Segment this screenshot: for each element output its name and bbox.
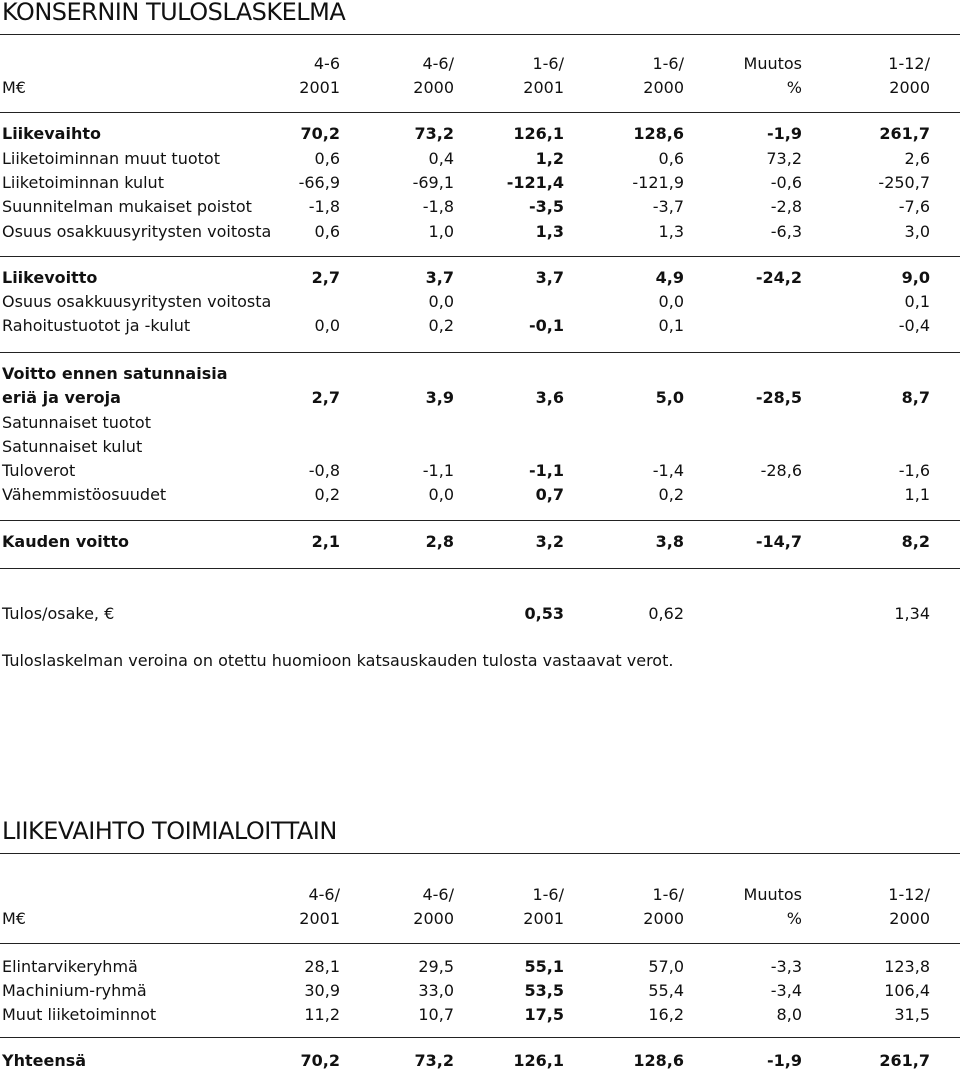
cell-value: -1,9 xyxy=(767,1051,802,1070)
cell-value: -3,5 xyxy=(529,197,564,216)
cell-value: 2,8 xyxy=(425,532,454,551)
table-row xyxy=(0,435,960,459)
segment-revenue-title: LIIKEVAIHTO TOIMIALOITTAIN xyxy=(2,817,337,845)
cell-value: 3,2 xyxy=(535,532,564,551)
cell-value: 28,1 xyxy=(304,957,340,976)
column-header: 4-6/ xyxy=(422,885,454,904)
cell-value: -0,8 xyxy=(308,461,340,480)
table-rule xyxy=(0,256,960,257)
column-header: 2000 xyxy=(643,78,684,97)
cell-value: 70,2 xyxy=(300,124,340,143)
table-row xyxy=(0,1049,960,1073)
cell-value: 1,1 xyxy=(904,485,930,504)
column-header: 2000 xyxy=(643,909,684,928)
cell-value: -121,9 xyxy=(632,173,684,192)
cell-value: 3,7 xyxy=(425,268,454,287)
row-label: Osuus osakkuusyritysten voitosta xyxy=(2,292,272,311)
column-header: 4-6 xyxy=(313,54,340,73)
header-row-year xyxy=(0,907,960,931)
cell-value: -28,6 xyxy=(760,461,802,480)
table-row xyxy=(0,314,960,338)
cell-value: 8,0 xyxy=(776,1005,802,1024)
cell-value: 0,6 xyxy=(658,149,684,168)
cell-value: 8,7 xyxy=(901,388,930,407)
row-label: Satunnaiset tuotot xyxy=(2,413,151,432)
row-label: Osuus osakkuusyritysten voitosta xyxy=(2,222,272,241)
cell-value: 3,0 xyxy=(904,222,930,241)
cell-value: 1,0 xyxy=(428,222,454,241)
cell-value: 0,0 xyxy=(314,316,340,335)
table-rule xyxy=(0,352,960,353)
row-label: Suunnitelman mukaiset poistot xyxy=(2,197,252,216)
cell-value: -0,1 xyxy=(529,316,564,335)
column-header: % xyxy=(786,909,802,928)
table-row xyxy=(0,362,960,386)
tax-note: Tuloslaskelman veroina on otettu huomioon katsauskauden tulosta vastaavat verot. xyxy=(2,651,674,670)
cell-value: 5,0 xyxy=(655,388,684,407)
cell-value: -14,7 xyxy=(755,532,802,551)
table-row xyxy=(0,386,960,410)
cell-value: 0,2 xyxy=(658,485,684,504)
cell-value: 73,2 xyxy=(414,1051,454,1070)
row-label: Rahoitustuotot ja -kulut xyxy=(2,316,191,335)
table-row xyxy=(0,195,960,219)
cell-value: 30,9 xyxy=(304,981,340,1000)
column-header: 1-6/ xyxy=(532,885,564,904)
cell-value: 70,2 xyxy=(300,1051,340,1070)
cell-value: 126,1 xyxy=(513,1051,564,1070)
cell-value: 126,1 xyxy=(513,124,564,143)
cell-value: 261,7 xyxy=(879,1051,930,1070)
cell-value: 10,7 xyxy=(418,1005,454,1024)
column-header: 2000 xyxy=(889,78,930,97)
header-row-period xyxy=(0,883,960,907)
cell-value: -24,2 xyxy=(755,268,802,287)
cell-value: 3,7 xyxy=(535,268,564,287)
row-label: Satunnaiset kulut xyxy=(2,437,143,456)
cell-value: -69,1 xyxy=(412,173,454,192)
column-header: Muutos xyxy=(743,54,802,73)
cell-value: 1,3 xyxy=(535,222,564,241)
cell-value: 8,2 xyxy=(901,532,930,551)
cell-value: -0,4 xyxy=(898,316,930,335)
table-row xyxy=(0,147,960,171)
cell-value: 1,2 xyxy=(535,149,564,168)
title-rule xyxy=(0,853,960,854)
cell-value: 33,0 xyxy=(418,981,454,1000)
column-header: 4-6/ xyxy=(422,54,454,73)
row-label: Liikevoitto xyxy=(2,268,98,287)
row-label: Yhteensä xyxy=(2,1051,87,1070)
row-label: Liiketoiminnan muut tuotot xyxy=(2,149,220,168)
cell-value: -66,9 xyxy=(298,173,340,192)
cell-value: -2,8 xyxy=(770,197,802,216)
cell-value: -1,8 xyxy=(308,197,340,216)
row-label: Muut liiketoiminnot xyxy=(2,1005,157,1024)
cell-value: -3,7 xyxy=(652,197,684,216)
row-label: Kauden voitto xyxy=(2,532,130,551)
cell-value: 9,0 xyxy=(901,268,930,287)
cell-value: 73,2 xyxy=(414,124,454,143)
table-row xyxy=(0,602,960,626)
cell-value: 1,34 xyxy=(894,604,930,623)
cell-value: -1,8 xyxy=(422,197,454,216)
cell-value: 73,2 xyxy=(766,149,802,168)
cell-value: 11,2 xyxy=(304,1005,340,1024)
table-row xyxy=(0,290,960,314)
cell-value: 53,5 xyxy=(524,981,564,1000)
cell-value: -3,4 xyxy=(770,981,802,1000)
column-header: 4-6/ xyxy=(308,885,340,904)
row-label: Vähemmistöosuudet xyxy=(2,485,167,504)
cell-value: 0,1 xyxy=(658,316,684,335)
table-row xyxy=(0,266,960,290)
cell-value: 3,6 xyxy=(535,388,564,407)
table-row xyxy=(0,411,960,435)
table-row xyxy=(0,1003,960,1027)
title-rule xyxy=(0,34,960,35)
cell-value: 0,6 xyxy=(314,149,340,168)
row-label: Elintarvikeryhmä xyxy=(2,957,138,976)
row-label: Tuloverot xyxy=(2,461,76,480)
cell-value: 261,7 xyxy=(879,124,930,143)
column-header: 1-12/ xyxy=(888,54,930,73)
cell-value: 0,62 xyxy=(648,604,684,623)
cell-value: 106,4 xyxy=(884,981,930,1000)
cell-value: -121,4 xyxy=(506,173,564,192)
cell-value: 0,4 xyxy=(428,149,454,168)
cell-value: 123,8 xyxy=(884,957,930,976)
column-header: 2000 xyxy=(413,909,454,928)
table-row xyxy=(0,530,960,554)
cell-value: 0,2 xyxy=(314,485,340,504)
column-header: % xyxy=(786,78,802,97)
row-label: Liikevaihto xyxy=(2,124,101,143)
row-label: Machinium-ryhmä xyxy=(2,981,147,1000)
cell-value: -1,9 xyxy=(767,124,802,143)
cell-value: 0,6 xyxy=(314,222,340,241)
table-row xyxy=(0,955,960,979)
header-row-year xyxy=(0,76,960,100)
column-header: 2000 xyxy=(889,909,930,928)
table-rule xyxy=(0,943,960,944)
row-label: Liiketoiminnan kulut xyxy=(2,173,164,192)
cell-value: -6,3 xyxy=(770,222,802,241)
cell-value: 0,0 xyxy=(428,292,454,311)
cell-value: 128,6 xyxy=(633,124,684,143)
cell-value: 17,5 xyxy=(524,1005,564,1024)
cell-value: -1,1 xyxy=(422,461,454,480)
cell-value: 57,0 xyxy=(648,957,684,976)
cell-value: -0,6 xyxy=(770,173,802,192)
row-label: eriä ja veroja xyxy=(2,388,121,407)
cell-value: 4,9 xyxy=(655,268,684,287)
cell-value: 0,53 xyxy=(524,604,564,623)
cell-value: -7,6 xyxy=(898,197,930,216)
column-header: 2001 xyxy=(523,78,564,97)
unit-label: M€ xyxy=(2,909,26,928)
cell-value: 128,6 xyxy=(633,1051,684,1070)
cell-value: 2,6 xyxy=(904,149,930,168)
column-header: 1-6/ xyxy=(652,885,684,904)
column-header: 2001 xyxy=(299,78,340,97)
cell-value: 2,1 xyxy=(311,532,340,551)
table-row xyxy=(0,220,960,244)
income-statement-title: KONSERNIN TULOSLASKELMA xyxy=(2,0,346,26)
cell-value: 31,5 xyxy=(894,1005,930,1024)
cell-value: 0,7 xyxy=(535,485,564,504)
cell-value: 2,7 xyxy=(311,268,340,287)
table-row xyxy=(0,459,960,483)
table-rule xyxy=(0,568,960,569)
cell-value: 0,0 xyxy=(428,485,454,504)
cell-value: 16,2 xyxy=(648,1005,684,1024)
unit-label: M€ xyxy=(2,78,26,97)
cell-value: -250,7 xyxy=(878,173,930,192)
column-header: 1-12/ xyxy=(888,885,930,904)
table-row xyxy=(0,171,960,195)
column-header: 1-6/ xyxy=(652,54,684,73)
cell-value: 2,7 xyxy=(311,388,340,407)
table-row xyxy=(0,122,960,146)
cell-value: -1,4 xyxy=(652,461,684,480)
cell-value: -3,3 xyxy=(770,957,802,976)
column-header: 1-6/ xyxy=(532,54,564,73)
cell-value: 55,4 xyxy=(648,981,684,1000)
cell-value: 55,1 xyxy=(524,957,564,976)
table-rule xyxy=(0,1037,960,1038)
table-row xyxy=(0,979,960,1003)
cell-value: -28,5 xyxy=(755,388,802,407)
table-rule xyxy=(0,520,960,521)
cell-value: 0,1 xyxy=(904,292,930,311)
table-rule xyxy=(0,112,960,113)
column-header: 2001 xyxy=(523,909,564,928)
table-row xyxy=(0,483,960,507)
cell-value: 3,9 xyxy=(425,388,454,407)
column-header: 2000 xyxy=(413,78,454,97)
row-label: Tulos/osake, € xyxy=(2,604,115,623)
header-row-period xyxy=(0,52,960,76)
cell-value: 3,8 xyxy=(655,532,684,551)
cell-value: -1,1 xyxy=(529,461,564,480)
cell-value: 0,0 xyxy=(658,292,684,311)
cell-value: 29,5 xyxy=(418,957,454,976)
column-header: 2001 xyxy=(299,909,340,928)
cell-value: 0,2 xyxy=(428,316,454,335)
cell-value: -1,6 xyxy=(898,461,930,480)
column-header: Muutos xyxy=(743,885,802,904)
cell-value: 1,3 xyxy=(658,222,684,241)
row-label: Voitto ennen satunnaisia xyxy=(2,364,228,383)
